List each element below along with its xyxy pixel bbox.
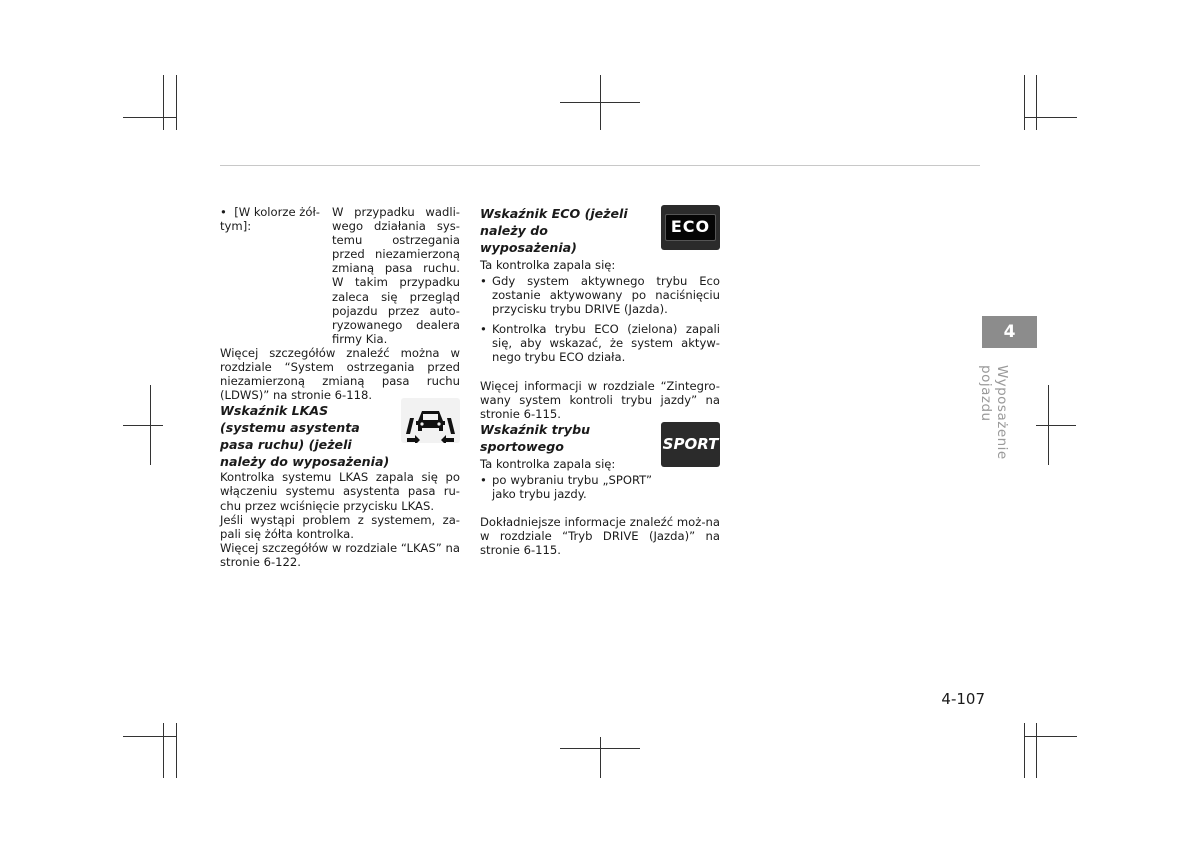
eco-section xyxy=(480,205,720,421)
bullet-mark: • xyxy=(480,472,487,487)
eco-bullet-1-text: Gdy system aktywnego trybu Eco zostanie aktywowany po naciśnięciu przycisku trybu DRIVE (Jazda). xyxy=(492,274,720,317)
crop-mark xyxy=(123,117,176,118)
sport-heading: Wskaźnik trybu sportowego xyxy=(480,421,591,454)
crop-mark xyxy=(1036,75,1037,130)
sport-section xyxy=(480,421,720,557)
eco-bullet-1 xyxy=(480,274,720,316)
bullet-mark: • xyxy=(480,274,487,288)
crop-mark xyxy=(560,102,640,103)
sport-icon-label: SPORT xyxy=(662,435,719,454)
left-column xyxy=(220,205,460,569)
lkas-section xyxy=(220,402,460,569)
crop-mark xyxy=(1036,425,1076,426)
header-rule xyxy=(220,165,980,166)
crop-mark xyxy=(163,723,164,778)
bullet-mark: • xyxy=(220,205,227,219)
crop-mark xyxy=(176,723,177,778)
crop-mark xyxy=(1036,723,1037,778)
lkas-paragraph-1: Kontrolka systemu LKAS zapala się po włączeniu systemu asystenta pasa ru-chu przez wciśnięcie przycisku LKAS. xyxy=(220,470,460,513)
crop-mark xyxy=(163,75,164,130)
yellow-indicator-bullet xyxy=(220,205,460,346)
lkas-paragraph-2: Jeśli wystąpi problem z systemem, za-pali się żółta kontrolka. xyxy=(220,512,460,541)
eco-indicator-icon xyxy=(661,205,720,250)
bullet-description: W przypadku wadli-wego działania sys-temu ostrzegania przed niezamierzoną zmianą pasa ruchu. W takim przypadku zaleca się przegląd pojazdu przez auto-ryzowanego dealera firmy Kia. xyxy=(332,205,460,346)
sport-subheading: Ta kontrolka zapala się: xyxy=(480,456,616,471)
chapter-title: Wyposażenie pojazdu xyxy=(978,365,1010,460)
lkas-paragraph-3: Więcej szczegółów w rozdziale “LKAS” na stronie 6-122. xyxy=(220,540,460,569)
lkas-heading: Wskaźnik LKAS (systemu asystenta pasa ruchu) (jeżeli należy do wyposażenia) xyxy=(220,403,390,470)
sport-bullet-1 xyxy=(480,473,720,501)
sport-reference: Dokładniejsze informacje znaleźć moż-na w rozdziale “Tryb DRIVE (Jazda)” na stronie 6-115. xyxy=(480,515,720,558)
eco-reference: Więcej informacji w rozdziale “Zintegro-wany system kontroli trybu jazdy” na stronie 6-115. xyxy=(480,378,720,421)
bullet-mark: • xyxy=(480,322,487,337)
crop-mark xyxy=(1024,75,1025,130)
sport-indicator-icon xyxy=(661,422,720,467)
bullet-label xyxy=(220,205,332,346)
crop-mark xyxy=(1024,723,1025,778)
lkas-car-lane-icon xyxy=(401,398,460,443)
eco-heading: Wskaźnik ECO (jeżeli należy do wyposażenia) xyxy=(480,206,628,255)
eco-icon-label: ECO xyxy=(665,214,716,241)
chapter-tab: 4 xyxy=(982,316,1037,348)
right-column xyxy=(480,205,720,557)
lkas-icon-graphic xyxy=(401,398,460,443)
sport-bullet-1-text: po wybraniu trybu „SPORT” jako trybu jazdy. xyxy=(492,472,652,501)
crop-mark xyxy=(1024,117,1077,118)
eco-subheading: Ta kontrolka zapala się: xyxy=(480,258,616,272)
crop-mark xyxy=(560,748,640,749)
crop-mark xyxy=(123,425,163,426)
bullet-label-text: [W kolorze żół-tym]: xyxy=(220,205,320,234)
crop-mark xyxy=(600,737,601,778)
page-number: 4-107 xyxy=(941,690,985,708)
ldws-reference: Więcej szczegółów znaleźć można w rozdziale “System ostrzegania przed niezamierzoną zmianą pasa ruchu (LDWS)” na stronie 6-118. xyxy=(220,345,460,403)
crop-mark xyxy=(123,736,176,737)
crop-mark xyxy=(176,75,177,130)
crop-mark xyxy=(1024,736,1077,737)
eco-bullet-2 xyxy=(480,322,720,364)
eco-bullet-2-text: Kontrolka trybu ECO (zielona) zapali się, aby wskazać, że system aktyw-nego trybu ECO działa. xyxy=(492,322,720,365)
